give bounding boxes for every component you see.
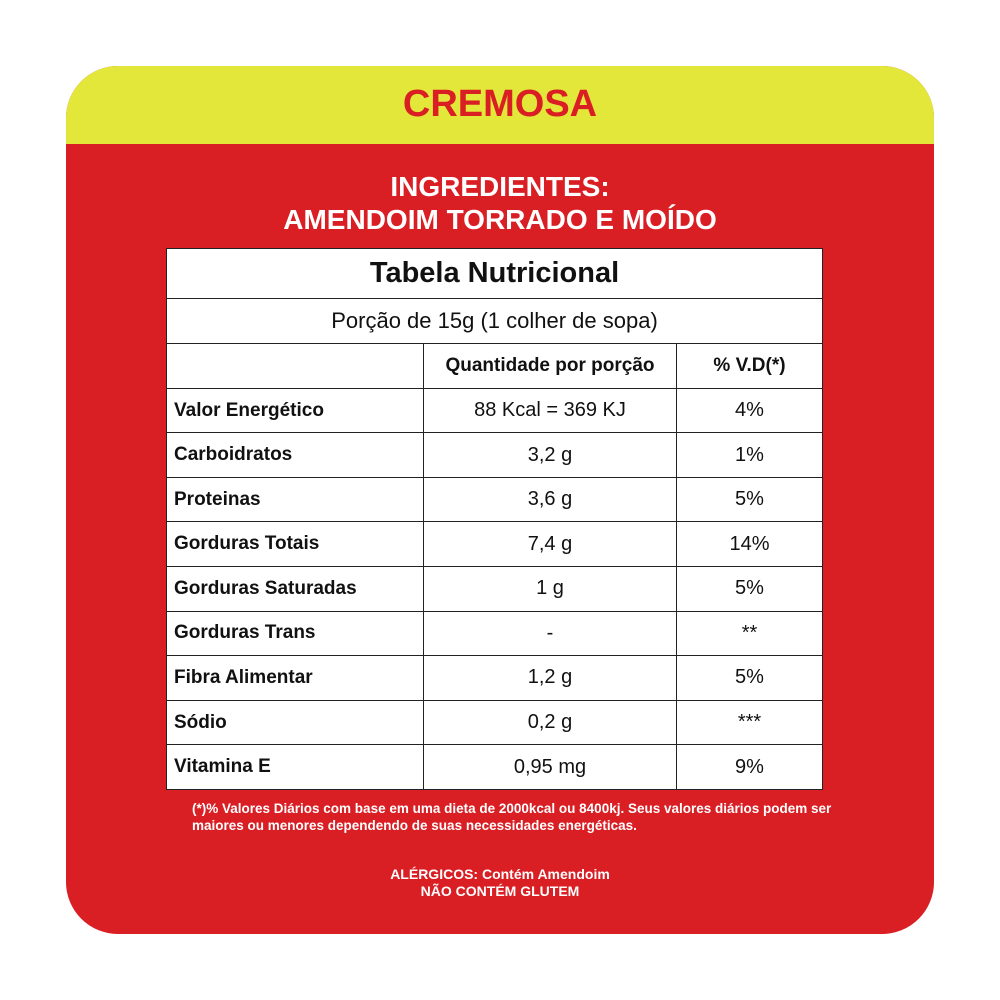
nutrient-quantity: - (424, 611, 677, 656)
nutrient-quantity: 1 g (424, 567, 677, 612)
nutrient-quantity: 0,95 mg (424, 745, 677, 790)
nutrient-name: Gorduras Totais (167, 522, 424, 567)
header-name (167, 344, 424, 389)
nutrient-dv: 9% (677, 745, 823, 790)
nutrient-dv: 5% (677, 656, 823, 701)
nutrient-quantity: 3,2 g (424, 433, 677, 478)
nutrient-quantity: 1,2 g (424, 656, 677, 701)
table-row (167, 388, 823, 433)
table-row (167, 522, 823, 567)
header-quantity: Quantidade por porção (424, 344, 677, 389)
daily-values-footnote: (*)% Valores Diários com base em uma dieta de 2000kcal ou 8400kj. Seus valores diários podem ser maiores ou menores dependendo de suas necessidades energéticas. (192, 801, 832, 833)
nutrition-label-card (66, 66, 934, 934)
ingredients-block (66, 170, 934, 236)
nutrient-quantity: 0,2 g (424, 700, 677, 745)
nutrient-dv: 4% (677, 388, 823, 433)
table-row (167, 656, 823, 701)
nutrient-name: Vitamina E (167, 745, 424, 790)
nutrient-dv: 14% (677, 522, 823, 567)
table-row (167, 477, 823, 522)
nutrient-name: Valor Energético (167, 388, 424, 433)
nutrient-dv: ** (677, 611, 823, 656)
table-row (167, 433, 823, 478)
table-title: Tabela Nutricional (167, 249, 823, 299)
nutrition-table (166, 248, 823, 790)
ingredients-heading: INGREDIENTES: (390, 171, 610, 202)
nutrient-dv: *** (677, 700, 823, 745)
nutrient-quantity: 7,4 g (424, 522, 677, 567)
nutrient-dv: 1% (677, 433, 823, 478)
nutrient-dv: 5% (677, 477, 823, 522)
nutrient-name: Fibra Alimentar (167, 656, 424, 701)
nutrient-name: Carboidratos (167, 433, 424, 478)
nutrient-name: Sódio (167, 700, 424, 745)
table-row (167, 700, 823, 745)
nutrient-name: Gorduras Saturadas (167, 567, 424, 612)
allergen-gluten-free: NÃO CONTÉM GLUTEM (420, 883, 580, 899)
table-row (167, 745, 823, 790)
nutrient-dv: 5% (677, 567, 823, 612)
portion-size: Porção de 15g (1 colher de sopa) (167, 298, 823, 344)
nutrient-name: Gorduras Trans (167, 611, 424, 656)
variant-title: CREMOSA (402, 83, 598, 125)
table-header-row (167, 344, 823, 389)
variant-band (66, 66, 934, 144)
allergen-info (66, 866, 934, 900)
ingredients-text: AMENDOIM TORRADO E MOÍDO (283, 204, 717, 235)
nutrient-quantity: 3,6 g (424, 477, 677, 522)
table-row (167, 567, 823, 612)
allergen-contains: ALÉRGICOS: Contém Amendoim (390, 866, 610, 882)
header-dv: % V.D(*) (677, 344, 823, 389)
table-row (167, 611, 823, 656)
nutrient-name: Proteinas (167, 477, 424, 522)
nutrient-quantity: 88 Kcal = 369 KJ (424, 388, 677, 433)
